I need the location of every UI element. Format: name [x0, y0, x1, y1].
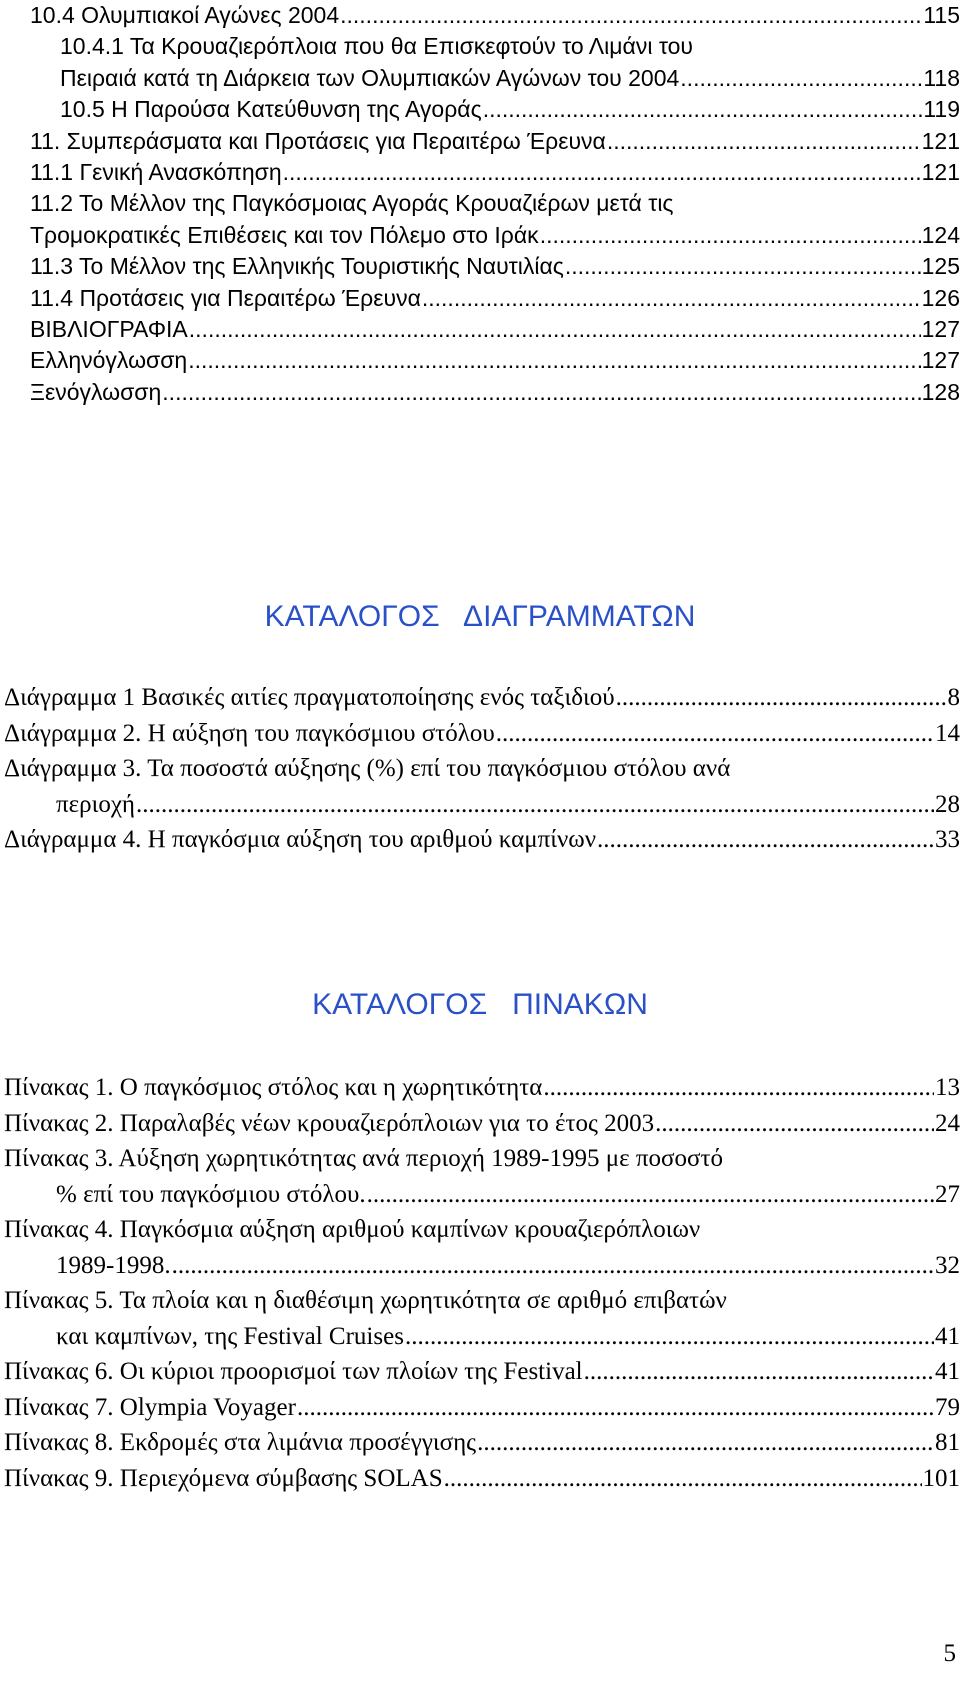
toc-entry[interactable] [30, 126, 960, 157]
list-item[interactable] [4, 822, 960, 858]
list-item-continuation[interactable] [4, 1319, 960, 1355]
toc-entry[interactable] [30, 377, 960, 408]
table-of-contents [30, 0, 960, 408]
list-item[interactable] [4, 751, 960, 787]
toc-entry[interactable] [30, 345, 960, 376]
list-item-page: 32 [935, 1251, 960, 1279]
list-item[interactable] [4, 1425, 960, 1461]
list-item-title: Πίνακας 6. Οι κύριοι προορισμοί των πλοίων της Festival [4, 1358, 583, 1385]
list-item-title: Πίνακας 1. Ο παγκόσμιος στόλος και η χωρητικότητα [4, 1074, 543, 1101]
dot-leader [444, 1461, 922, 1497]
dot-leader [655, 1106, 934, 1142]
dot-leader [607, 126, 921, 157]
list-item-title: % επί του παγκόσμιου στόλου. [56, 1180, 366, 1208]
list-item-title: Διάγραμμα 1 Βασικές αιτίες πραγματοποίησης ενός ταξιδιού [4, 684, 615, 711]
list-item-title: 1989-1998. [56, 1251, 171, 1279]
toc-entry-title: 11.2 Το Μέλλον της Παγκόσμοιας Αγοράς Κρουαζιέρων μετά τις [30, 190, 674, 217]
diagrams-list [4, 680, 960, 858]
list-item-page: 28 [935, 790, 960, 818]
toc-entry-page: 128 [921, 378, 960, 405]
list-item-page: 81 [935, 1429, 960, 1456]
list-item-title: Πίνακας 5. Τα πλοία και η διαθέσιμη χωρητικότητα σε αριθμό επιβατών [4, 1287, 727, 1314]
dot-leader [584, 1354, 934, 1390]
toc-entry-title: 11. Συμπεράσματα και Προτάσεις για Περαιτέρω Έρευνα [30, 127, 606, 154]
toc-entry-page: 115 [923, 1, 960, 28]
dot-leader [496, 716, 934, 752]
list-item-continuation[interactable] [4, 787, 960, 823]
toc-entry-continuation[interactable] [30, 220, 960, 251]
list-item-title: Διάγραμμα 4. Η παγκόσμια αύξηση του αριθμού καμπίνων [4, 826, 597, 853]
toc-entry[interactable] [30, 314, 960, 345]
toc-entry-title: Πειραιά κατά τη Διάρκεια των Ολυμπιακών Αγώνων του 2004 [60, 64, 680, 91]
list-item-page: 14 [935, 719, 960, 747]
dot-leader [188, 345, 920, 376]
toc-entry-page: 125 [921, 253, 960, 280]
list-item-title: Πίνακας 2. Παραλαβές νέων κρουαζιερόπλοιων για το έτος 2003 [4, 1109, 655, 1137]
toc-entry[interactable] [30, 188, 960, 219]
page-number: 5 [943, 1640, 956, 1667]
toc-entry[interactable] [30, 0, 960, 31]
toc-entry-title: Τρομοκρατικές Επιθέσεις και τον Πόλεμο στο Ιράκ [30, 221, 539, 248]
list-item-page: 13 [935, 1074, 960, 1101]
toc-entry[interactable] [30, 31, 960, 62]
list-item[interactable] [4, 1461, 960, 1497]
list-item-page: 101 [922, 1464, 960, 1492]
toc-entry[interactable] [30, 251, 960, 282]
toc-entry-title: Ξενόγλωσση [30, 378, 162, 405]
list-item-title: Πίνακας 4. Παγκόσμια αύξηση αριθμού καμπίνων κρουαζιερόπλοιων [4, 1216, 701, 1243]
toc-entry-page: 121 [921, 127, 960, 154]
dot-leader [405, 1319, 934, 1355]
toc-entry-page: 127 [921, 347, 960, 374]
dot-leader [477, 1425, 934, 1461]
list-item-title: Διάγραμμα 2. Η αύξηση του παγκόσμιου στόλου [4, 719, 495, 747]
list-item[interactable] [4, 1212, 960, 1248]
toc-entry-page: 118 [923, 64, 960, 91]
list-item-title: Πίνακας 8. Εκδρομές στα λιμάνια προσέγγισης [4, 1429, 477, 1456]
dot-leader [172, 1248, 934, 1284]
dot-leader [616, 680, 947, 716]
tables-list [4, 1070, 960, 1496]
list-item[interactable] [4, 1354, 960, 1390]
tables-heading: ΚΑΤΑΛΟΓΟΣ ΠΙΝΑΚΩΝ [312, 988, 648, 1021]
list-item-title: περιοχή [56, 790, 135, 818]
list-item-continuation[interactable] [4, 1177, 960, 1213]
toc-entry-title: 10.4.1 Τα Κρουαζιερόπλοια που θα Επισκεφτούν το Λιμάνι του [60, 33, 693, 60]
list-item-page: 79 [935, 1393, 960, 1421]
list-item[interactable] [4, 1106, 960, 1142]
toc-entry-title: 11.4 Προτάσεις για Περαιτέρω Έρευνα [30, 284, 421, 311]
toc-entry[interactable] [30, 94, 960, 125]
list-item-title: Πίνακας 3. Αύξηση χωρητικότητας ανά περιοχή 1989-1995 με ποσοστό [4, 1145, 724, 1172]
list-item-page: 24 [935, 1109, 960, 1137]
toc-entry[interactable] [30, 283, 960, 314]
toc-entry-page: 126 [921, 284, 960, 311]
list-item-title: Πίνακας 9. Περιεχόμενα σύμβασης SOLAS [4, 1464, 443, 1492]
dot-leader [136, 787, 934, 823]
toc-entry-page: 119 [923, 96, 960, 123]
dot-leader [367, 1177, 934, 1213]
list-item[interactable] [4, 1070, 960, 1106]
dot-leader [565, 251, 921, 282]
toc-entry-title: ΒΙΒΛΙΟΓΡΑΦΙΑ [30, 315, 188, 342]
list-item-page: 33 [935, 826, 960, 853]
toc-entry-title: 10.5 Η Παρούσα Κατεύθυνση της Αγοράς [60, 96, 482, 123]
toc-entry-title: 10.4 Ολυμπιακοί Αγώνες 2004 [30, 1, 340, 28]
list-item[interactable] [4, 680, 960, 716]
toc-entry[interactable] [30, 157, 960, 188]
toc-entry-title: Ελληνόγλωσση [30, 347, 188, 374]
dot-leader [422, 283, 921, 314]
dot-leader [597, 822, 934, 858]
dot-leader [543, 1070, 934, 1106]
dot-leader [483, 94, 923, 125]
dot-leader [340, 0, 922, 31]
list-item-title: και καμπίνων, της Festival Cruises [56, 1322, 404, 1350]
toc-entry-title: 11.3 Το Μέλλον της Ελληνικής Τουριστικής Ναυτιλίας [30, 253, 564, 280]
list-item[interactable] [4, 1283, 960, 1319]
toc-entry-page: 121 [921, 158, 960, 185]
toc-entry-page: 124 [921, 221, 960, 248]
list-item[interactable] [4, 1390, 960, 1426]
list-item-continuation[interactable] [4, 1248, 960, 1284]
toc-entry-continuation[interactable] [30, 63, 960, 94]
list-item-page: 41 [935, 1358, 960, 1385]
toc-entry-page: 127 [921, 315, 960, 342]
diagrams-heading: ΚΑΤΑΛΟΓΟΣ ΔΙΑΓΡΑΜΜΑΤΩΝ [264, 600, 696, 633]
list-item-title: Πίνακας 7. Olympia Voyager [4, 1393, 296, 1421]
list-item-title: Διάγραμμα 3. Τα ποσοστά αύξησης (%) επί του παγκόσμιου στόλου ανά [4, 755, 731, 782]
dot-leader [283, 157, 921, 188]
list-item-page: 41 [935, 1322, 960, 1350]
list-item-page: 27 [935, 1180, 960, 1208]
dot-leader [297, 1390, 934, 1426]
list-item[interactable] [4, 1141, 960, 1177]
toc-entry-title: 11.1 Γενική Ανασκόπηση [30, 158, 282, 185]
dot-leader [162, 377, 920, 408]
list-item-page: 8 [947, 684, 960, 711]
dot-leader [540, 220, 921, 251]
dot-leader [680, 63, 922, 94]
list-item[interactable] [4, 716, 960, 752]
dot-leader [189, 314, 921, 345]
